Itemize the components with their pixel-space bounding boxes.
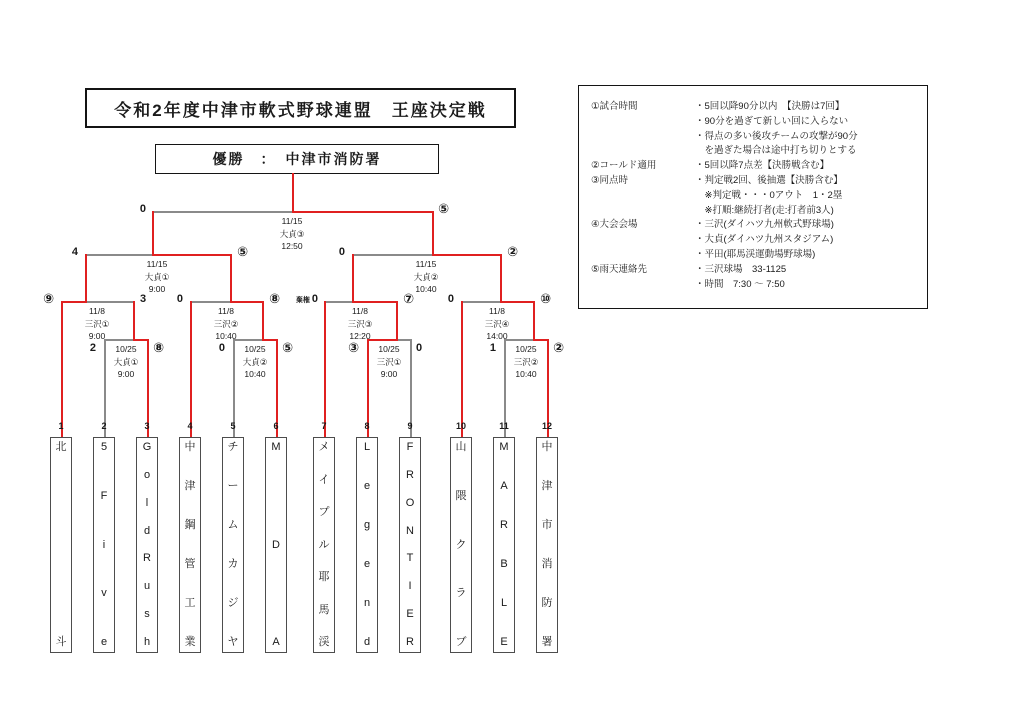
note-line: ※打順:継続打者(走:打者前3人)	[695, 204, 834, 216]
note-line: ・三沢球場 33-1125	[695, 263, 787, 275]
team-name: M A R B L E	[499, 441, 509, 648]
team-number: 5	[230, 421, 236, 431]
note-line: ・平田(耶馬渓運動場野球場)	[695, 248, 816, 260]
score-left: 4	[71, 246, 78, 258]
team-number: 2	[101, 421, 107, 431]
game-time: 12:20	[349, 331, 371, 341]
bracket-line-vertical	[352, 254, 354, 303]
team-column	[450, 437, 472, 653]
note-line: ・90分を過ぎて新しい回に入らない	[695, 115, 849, 127]
score-left: ③	[347, 340, 359, 355]
team-column	[222, 437, 244, 653]
bracket-line-horizontal	[85, 301, 133, 303]
tournament-title-text: 令和2年度中津市軟式野球連盟 王座決定戦	[114, 100, 487, 120]
game-date: 11/15	[415, 259, 437, 269]
team-column	[179, 437, 201, 653]
game-time: 9:00	[148, 284, 166, 294]
note-line: ・5回以降90分以内 【決勝は7回】	[695, 101, 845, 112]
score-right: 0	[416, 342, 423, 354]
note-lines	[695, 100, 917, 159]
note-label: ②コールド適用	[591, 160, 657, 172]
note-line: ※判定戦・・・0アウト 1・2塁	[695, 189, 843, 201]
champion-banner	[155, 144, 439, 174]
note-lines	[695, 159, 917, 174]
score-right: ⑤	[282, 340, 294, 355]
team-column	[93, 437, 115, 653]
bracket-line-vertical	[262, 301, 264, 341]
team-number: 12	[541, 421, 552, 431]
bracket-line-horizontal	[352, 301, 396, 303]
team-column	[536, 437, 558, 653]
game-venue: 三沢①	[376, 356, 402, 367]
game-date: 11/8	[218, 306, 234, 316]
game-date: 10/25	[378, 344, 400, 354]
game-time: 10:40	[215, 331, 237, 341]
score-left	[272, 292, 318, 308]
score-left: 0	[218, 342, 225, 354]
game-date: 11/15	[146, 259, 168, 269]
team-column	[265, 437, 287, 653]
team-name: L e g e n d	[363, 441, 371, 648]
score-left: 2	[89, 342, 96, 354]
bracket-line-horizontal	[61, 301, 85, 303]
game-venue: 三沢②	[213, 318, 239, 329]
score-left: 0	[338, 246, 345, 258]
note-lines	[695, 174, 917, 218]
note-line: ・大貞(ダイハツ九州スタジアム)	[695, 234, 834, 246]
score-right: ⑧	[269, 291, 281, 306]
bracket-line-vertical	[152, 211, 154, 256]
game-venue: 大貞①	[144, 271, 170, 282]
team-number: 7	[321, 421, 327, 431]
game-label	[130, 258, 184, 296]
team-number: 1	[58, 421, 64, 431]
team-name: F R O N T I E R	[405, 441, 415, 648]
game-time: 12:50	[281, 241, 303, 251]
bracket-line-horizontal	[230, 301, 262, 303]
score-right: ②	[507, 244, 519, 259]
team-number: 6	[273, 421, 279, 431]
note-row	[591, 100, 917, 159]
game-venue: 三沢①	[84, 318, 110, 329]
note-label: ③同点時	[591, 174, 629, 186]
bracket-line-vertical	[292, 173, 294, 213]
team-number: 11	[499, 421, 509, 431]
note-row	[591, 174, 917, 218]
bracket-line-vertical	[461, 301, 463, 439]
bracket-line-vertical	[85, 254, 87, 303]
note-line: ・時間 7:30 ～ 7:50	[695, 278, 785, 290]
game-time: 9:00	[380, 369, 398, 379]
rules-panel	[578, 85, 928, 309]
bracket-line-vertical	[396, 301, 398, 341]
team-name: 5 F i v e	[100, 441, 108, 648]
game-time: 10:40	[515, 369, 537, 379]
game-date: 11/8	[89, 306, 105, 316]
note-row	[591, 263, 917, 293]
tournament-title	[85, 88, 516, 128]
bracket-line-horizontal	[152, 211, 292, 213]
team-name: G o l d R u s h	[142, 441, 152, 648]
game-venue: 大貞②	[413, 271, 439, 282]
game-venue: 三沢④	[484, 318, 510, 329]
game-venue: 大貞②	[242, 356, 268, 367]
game-venue: 大貞③	[279, 228, 305, 239]
note-line: ・5回以降7点差【決勝戦含む】	[695, 160, 830, 172]
game-date: 11/15	[281, 216, 303, 226]
game-time: 14:00	[486, 331, 508, 341]
team-column	[399, 437, 421, 653]
score-right: ⑤	[237, 244, 249, 259]
bracket-line-horizontal	[85, 254, 152, 256]
note-lines	[695, 263, 917, 293]
game-time: 9:00	[117, 369, 135, 379]
team-column	[356, 437, 378, 653]
score-left: 1	[489, 342, 496, 354]
bracket-line-horizontal	[190, 301, 230, 303]
note-row	[591, 159, 917, 174]
note-label: ①試合時間	[591, 101, 638, 112]
score-right: 3	[140, 293, 147, 305]
score-left: ⑨	[42, 291, 54, 306]
game-label	[70, 305, 124, 343]
note-label: ④大会会場	[591, 219, 638, 231]
bracket-line-horizontal	[352, 254, 432, 256]
team-name: 中 津 市 消 防 署	[541, 441, 553, 648]
bracket-line-horizontal	[324, 301, 352, 303]
team-column	[313, 437, 335, 653]
team-number: 8	[364, 421, 370, 431]
game-venue: 三沢③	[347, 318, 373, 329]
bracket-line-horizontal	[152, 254, 230, 256]
score-right: ⑤	[438, 201, 450, 216]
note-lines	[695, 218, 917, 262]
bracket-line-horizontal	[292, 211, 432, 213]
team-number: 4	[187, 421, 193, 431]
score-right: ⑧	[153, 340, 165, 355]
game-date: 11/8	[489, 306, 505, 316]
game-label	[399, 258, 453, 296]
score-left: 0	[139, 203, 146, 215]
team-column	[136, 437, 158, 653]
game-time: 9:00	[88, 331, 106, 341]
note-label: ⑤雨天連絡先	[591, 263, 648, 275]
bracket-line-vertical	[500, 254, 502, 303]
game-date: 10/25	[115, 344, 137, 354]
game-label	[265, 215, 319, 253]
note-line: ・得点の多い後攻チームの攻撃が90分	[695, 130, 858, 142]
team-number: 3	[144, 421, 150, 431]
team-name: 北 斗	[55, 441, 67, 648]
game-venue: 大貞①	[113, 356, 139, 367]
game-venue: 三沢②	[513, 356, 539, 367]
bracket-line-vertical	[230, 254, 232, 303]
game-label	[470, 305, 524, 343]
bracket-line-vertical	[190, 301, 192, 439]
note-line: を過ぎた場合は途中打ち切りとする	[695, 145, 857, 157]
score-right: ⑩	[540, 291, 552, 306]
score-right: ②	[553, 340, 565, 355]
note-row	[591, 218, 917, 262]
game-label	[333, 305, 387, 343]
team-column	[493, 437, 515, 653]
champion-text: 優勝 ： 中津市消防署	[212, 151, 382, 167]
bracket-line-vertical	[133, 301, 135, 341]
bracket-line-vertical	[61, 301, 63, 439]
bracket-line-vertical	[533, 301, 535, 341]
team-number: 9	[407, 421, 413, 431]
game-label	[228, 343, 282, 381]
game-date: 10/25	[244, 344, 266, 354]
bracket-line-vertical	[324, 301, 326, 439]
bracket-line-horizontal	[500, 301, 533, 303]
score-left-value: 0	[311, 293, 318, 305]
game-label	[199, 305, 253, 343]
game-label	[362, 343, 416, 381]
bracket-line-horizontal	[432, 254, 500, 256]
bracket-line-horizontal	[461, 301, 500, 303]
game-time: 10:40	[415, 284, 437, 294]
team-name: M D A	[271, 441, 281, 648]
game-label	[499, 343, 553, 381]
team-name: メ イ プ ル 耶 馬 渓	[318, 441, 330, 648]
game-date: 10/25	[515, 344, 537, 354]
team-column	[50, 437, 72, 653]
forfeit-note: 棄権	[295, 297, 310, 304]
note-line: ・三沢(ダイハツ九州軟式野球場)	[695, 219, 834, 231]
team-number: 10	[455, 421, 466, 431]
note-line: ・判定戦2回、後抽選【決勝含む】	[695, 174, 843, 186]
game-date: 11/8	[352, 306, 368, 316]
team-name: チ ー ム カ ジ ヤ	[227, 441, 239, 648]
team-name: 中 津 鋼 管 工 業	[184, 441, 196, 648]
team-name: 山 隈 ク ラ ブ	[455, 441, 467, 648]
bracket-line-vertical	[432, 211, 434, 256]
score-left: 0	[447, 293, 454, 305]
score-right: ⑦	[403, 291, 415, 306]
score-left: 0	[176, 293, 183, 305]
game-time: 10:40	[244, 369, 266, 379]
game-label	[99, 343, 153, 381]
